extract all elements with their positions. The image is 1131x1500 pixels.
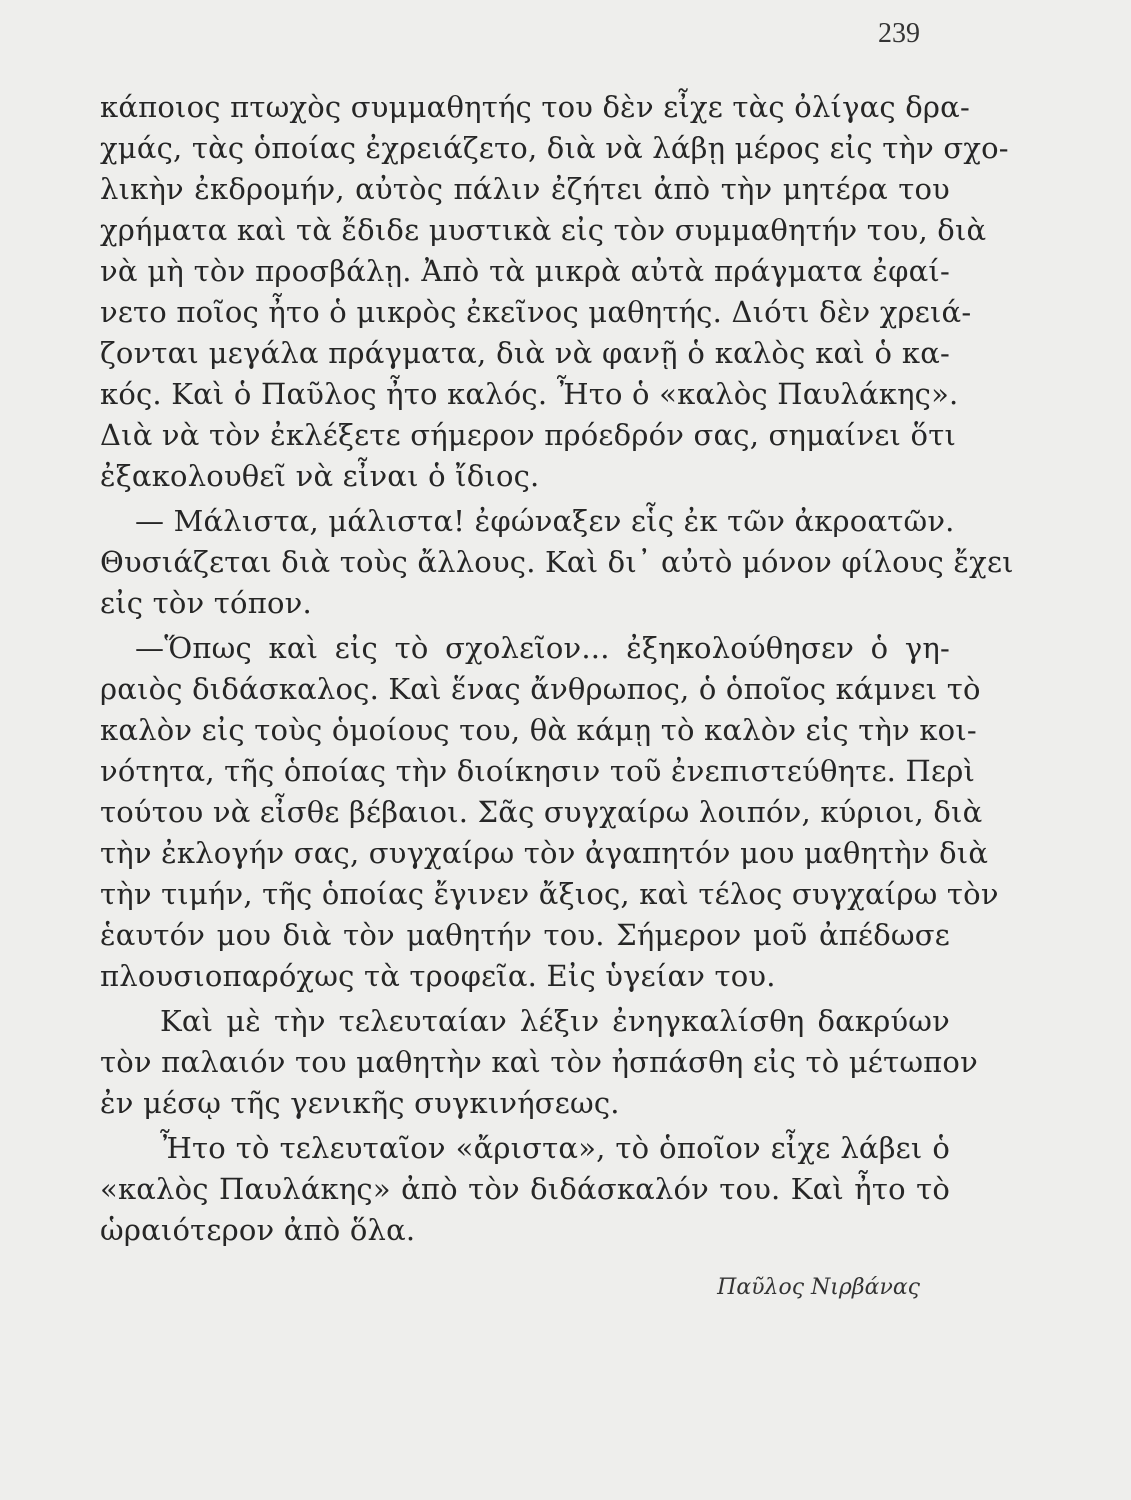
- text-line: καλὸν εἰς τοὺς ὁμοίους του, θὰ κάμῃ τὸ καλὸν εἰς τὴν κοι-: [100, 713, 977, 747]
- text-line: τούτου νὰ εἶσθε βέβαιοι. Σᾶς συγχαίρω λοιπόν, κύριοι, διὰ: [100, 795, 983, 829]
- text-line: ραιὸς διδάσκαλος. Καὶ ἕνας ἄνθρωπος, ὁ ὁποῖος κάμνει τὸ: [100, 672, 981, 706]
- author-signature: Παῦλος Νιρβάνας: [717, 1275, 920, 1300]
- text-line: νότητα, τῆς ὁποίας τὴν διοίκησιν τοῦ ἐνεπιστεύθητε. Περὶ: [100, 754, 976, 788]
- text-line: ἑαυτόν μου διὰ τὸν μαθητήν του. Σήμερον μοῦ ἀπέδωσε: [100, 918, 950, 952]
- text-line: πλουσιοπαρόχως τὰ τροφεῖα. Εἰς ὑγείαν του.: [100, 959, 776, 993]
- text-line: ἐξακολουθεῖ νὰ εἶναι ὁ ἴδιος.: [100, 459, 540, 493]
- text-line: Διὰ νὰ τὸν ἐκλέξετε σήμερον πρόεδρόν σας, σημαίνει ὅτι: [100, 418, 957, 452]
- text-line: ὡραιότερον ἀπὸ ὅλα.: [100, 1213, 416, 1247]
- text-line: νὰ μὴ τὸν προσβάλῃ. Ἀπὸ τὰ μικρὰ αὐτὰ πράγματα ἐφαί-: [100, 254, 950, 288]
- text-line: Ἦτο τὸ τελευταῖον «ἄριστα», τὸ ὁποῖον εἶχε λάβει ὁ: [160, 1131, 950, 1165]
- text-line: τὸν παλαιόν του μαθητὴν καὶ τὸν ἠσπάσθη εἰς τὸ μέτωπον: [100, 1045, 978, 1079]
- text-line: χρήματα καὶ τὰ ἔδιδε μυστικὰ εἰς τὸν συμμαθητήν του, διὰ: [100, 213, 987, 247]
- text-line: — Μάλιστα, μάλιστα! ἐφώναξεν εἷς ἐκ τῶν ἀκροατῶν.: [135, 504, 955, 538]
- text-line: νετο ποῖος ἦτο ὁ μικρὸς ἐκεῖνος μαθητής. Διότι δὲν χρειά-: [100, 295, 972, 329]
- text-line: —Ὅπως καὶ εἰς τὸ σχολεῖον... ἐξηκολούθησεν ὁ γη-: [135, 631, 950, 665]
- page-number: 239: [878, 18, 920, 49]
- text-line: τὴν τιμήν, τῆς ὁποίας ἔγινεν ἄξιος, καὶ τέλος συγχαίρω τὸν: [100, 877, 999, 911]
- text-line: κός. Καὶ ὁ Παῦλος ἦτο καλός. Ἦτο ὁ «καλὸς Παυλάκης».: [100, 377, 959, 411]
- text-line: Καὶ μὲ τὴν τελευταίαν λέξιν ἐνηγκαλίσθη δακρύων: [160, 1004, 950, 1038]
- text-line: Θυσιάζεται διὰ τοὺς ἄλλους. Καὶ δι᾽ αὐτὸ μόνον φίλους ἔχει: [100, 545, 1014, 579]
- text-line: ζονται μεγάλα πράγματα, διὰ νὰ φανῇ ὁ καλὸς καὶ ὁ κα-: [100, 336, 950, 370]
- text-line: κάποιος πτωχὸς συμμαθητής του δὲν εἶχε τὰς ὀλίγας δρα-: [100, 90, 970, 124]
- text-line: χμάς, τὰς ὁποίας ἐχρειάζετο, διὰ νὰ λάβῃ μέρος εἰς τὴν σχο-: [100, 131, 1009, 165]
- text-line: λικὴν ἐκδρομήν, αὐτὸς πάλιν ἐζήτει ἀπὸ τὴν μητέρα του: [100, 172, 950, 206]
- text-line: εἰς τὸν τόπον.: [100, 586, 312, 620]
- text-line: ἐν μέσῳ τῆς γενικῆς συγκινήσεως.: [100, 1086, 620, 1120]
- text-line: «καλὸς Παυλάκης» ἀπὸ τὸν διδάσκαλόν του. Καὶ ἦτο τὸ: [100, 1172, 950, 1206]
- text-line: τὴν ἐκλογήν σας, συγχαίρω τὸν ἀγαπητόν μου μαθητὴν διὰ: [100, 836, 989, 870]
